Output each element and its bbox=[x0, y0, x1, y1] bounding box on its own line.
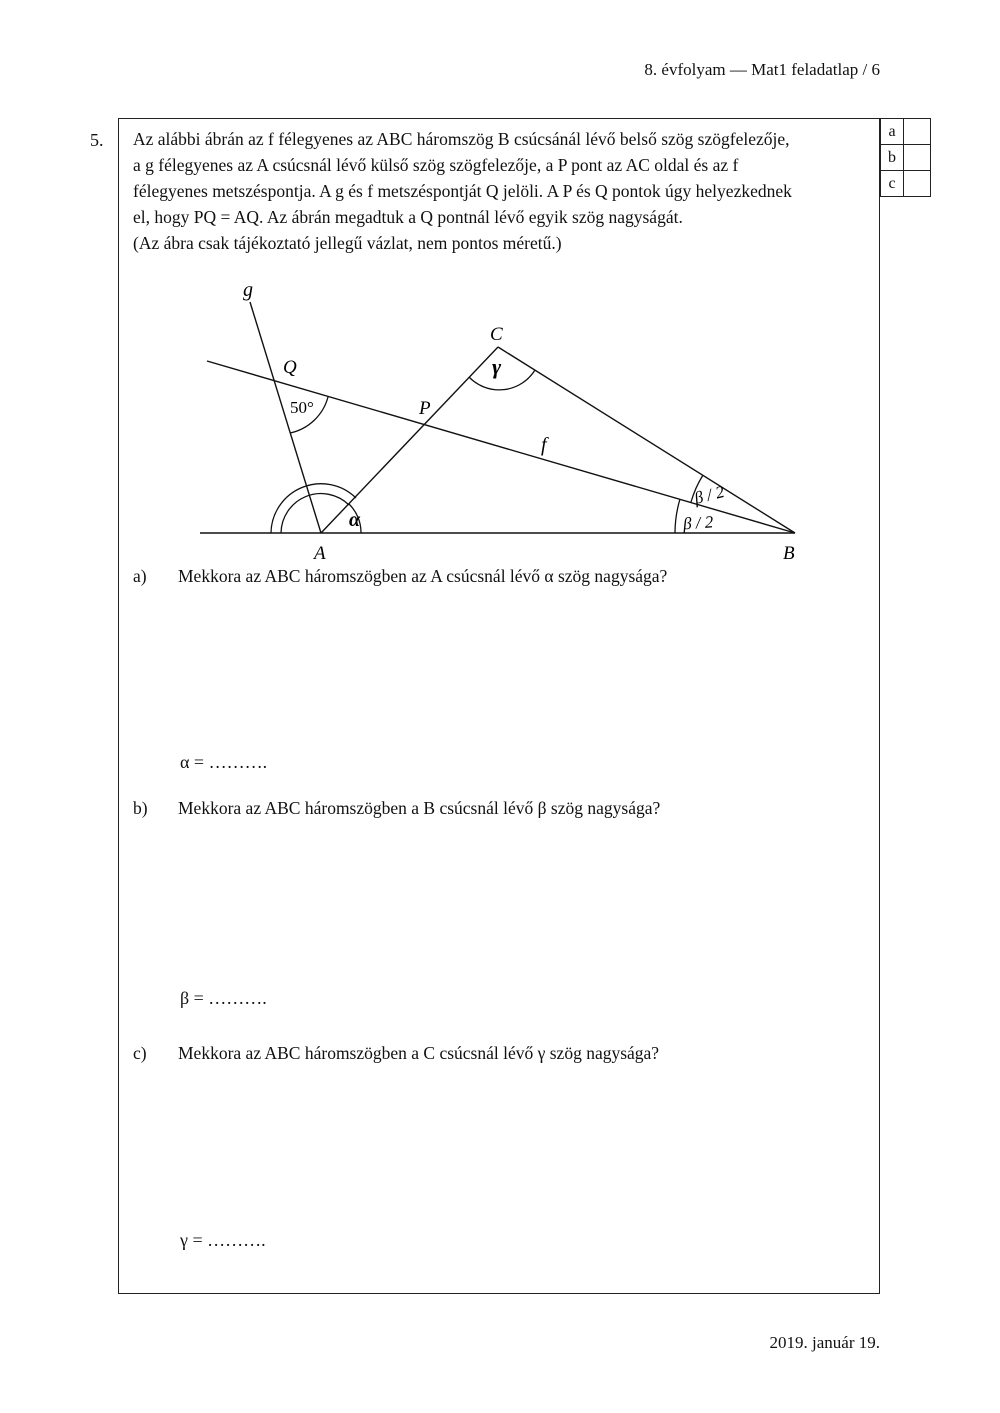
page-header: 8. évfolyam — Mat1 feladatlap / 6 bbox=[644, 60, 880, 79]
label-beta-half-lower: β / 2 bbox=[682, 512, 714, 534]
label-q: Q bbox=[283, 357, 297, 378]
label-angle-q: 50° bbox=[290, 398, 314, 417]
angle-arc-b-lower bbox=[675, 499, 680, 533]
label-beta-half-upper: β / 2 bbox=[692, 482, 727, 508]
question-letter: a) bbox=[133, 566, 147, 586]
label-alpha: α bbox=[349, 509, 361, 531]
label-b: B bbox=[783, 543, 795, 564]
intro-line: félegyenes metszéspontja. A g és f metszéspontját Q jelöli. A P és Q pontok úgy helyezkednek bbox=[133, 181, 792, 201]
label-p: P bbox=[419, 398, 431, 419]
intro-line: Az alábbi ábrán az f félegyenes az ABC háromszög B csúcsánál lévő belső szög szögfelezője, bbox=[133, 129, 790, 149]
answer-beta[interactable]: β = ………. bbox=[180, 988, 267, 1008]
intro-line: (Az ábra csak tájékoztató jellegű vázlat, nem pontos méretű.) bbox=[133, 233, 562, 253]
score-label-b: b bbox=[881, 145, 904, 171]
label-a: A bbox=[314, 543, 326, 564]
intro-line: el, hogy PQ = AQ. Az ábrán megadtuk a Q pontnál lévő egyik szög nagyságát. bbox=[133, 207, 683, 227]
label-f: f bbox=[541, 434, 547, 456]
label-g: g bbox=[243, 279, 253, 301]
answer-gamma[interactable]: γ = ………. bbox=[180, 1230, 266, 1250]
task-number: 5. bbox=[90, 130, 104, 150]
label-gamma: γ bbox=[492, 354, 502, 379]
side-ac bbox=[321, 347, 498, 533]
question-text: Mekkora az ABC háromszögben a B csúcsnál lévő β szög nagysága? bbox=[178, 798, 661, 818]
question-letter: c) bbox=[133, 1043, 147, 1063]
page-footer-date: 2019. január 19. bbox=[769, 1333, 880, 1352]
score-label-c: c bbox=[881, 171, 904, 197]
intro-line: a g félegyenes az A csúcsnál lévő külső szög szögfelezője, a P pont az AC oldal és az f bbox=[133, 155, 739, 175]
answer-alpha[interactable]: α = ………. bbox=[180, 752, 268, 772]
geometry-figure bbox=[0, 0, 1000, 580]
angle-arc-c bbox=[469, 370, 535, 390]
question-text: Mekkora az ABC háromszögben a C csúcsnál lévő γ szög nagysága? bbox=[178, 1043, 660, 1063]
question-text: Mekkora az ABC háromszögben az A csúcsnál lévő α szög nagysága? bbox=[178, 566, 668, 586]
question-letter: b) bbox=[133, 798, 148, 818]
label-c: C bbox=[490, 324, 503, 345]
score-label-a: a bbox=[881, 119, 904, 145]
